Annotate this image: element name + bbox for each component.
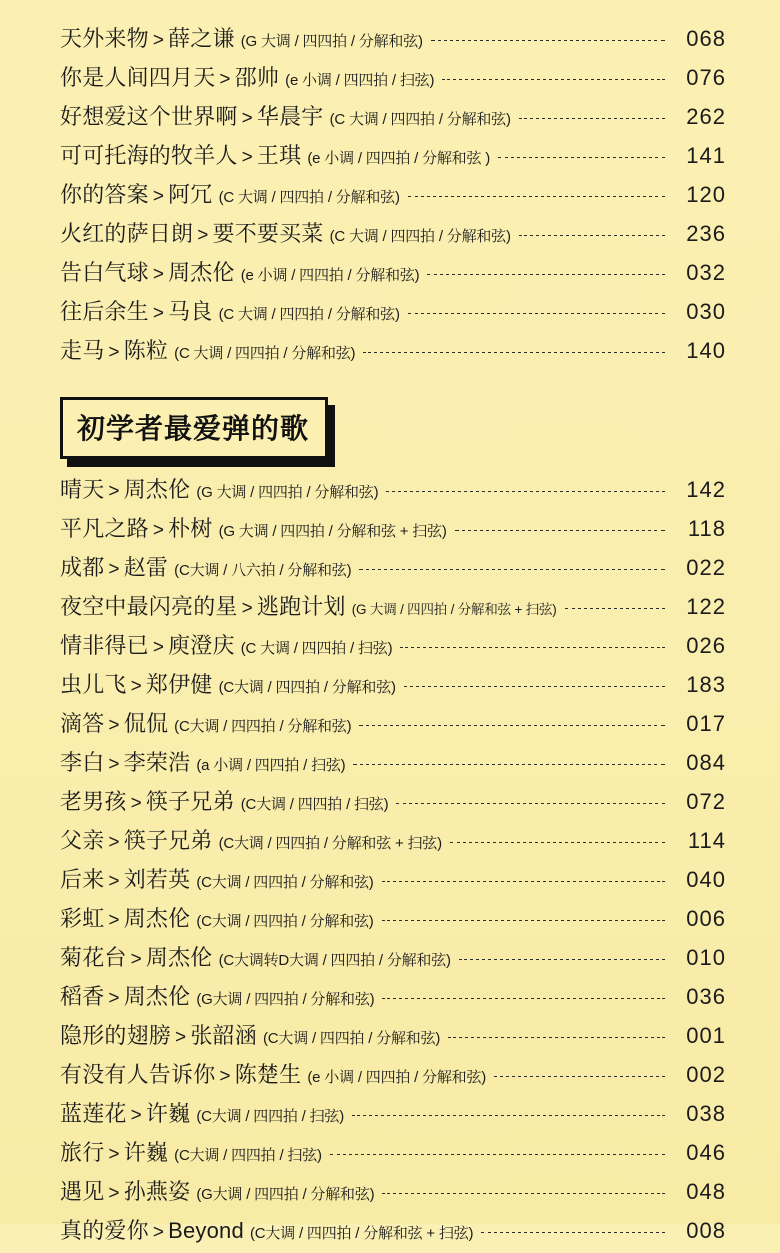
song-title: 滴答 [60, 711, 105, 736]
separator: > [130, 793, 142, 814]
separator: > [197, 225, 209, 246]
toc-entry[interactable] [60, 941, 726, 980]
separator: > [241, 598, 253, 619]
toc-entry-text [60, 629, 392, 660]
song-meta: (C大调转D大调 / 四四拍 / 分解和弦) [218, 952, 451, 969]
separator: > [108, 559, 120, 580]
song-meta: (G 大调 / 四四拍 / 分解和弦) [240, 33, 423, 50]
artist-name: 周杰伦 [123, 906, 191, 931]
toc-entry-text [60, 334, 355, 365]
song-title: 蓝莲花 [60, 1101, 127, 1126]
toc-entry[interactable] [60, 746, 726, 785]
leader-dots [448, 1037, 665, 1038]
leader-dots [519, 118, 665, 119]
toc-entry[interactable] [60, 334, 726, 373]
artist-name: 侃侃 [123, 711, 169, 736]
toc-entry-text [60, 902, 374, 933]
separator: > [152, 1222, 165, 1243]
separator: > [241, 147, 253, 168]
leader-dots [481, 1232, 665, 1233]
song-title: 菊花台 [60, 945, 127, 970]
song-title: 有没有人告诉你 [60, 1062, 216, 1087]
song-meta: (G 大调 / 四四拍 / 分解和弦) [196, 484, 379, 501]
toc-entry[interactable] [60, 590, 726, 629]
artist-name: 周杰伦 [145, 945, 213, 970]
page-number: 114 [687, 828, 726, 853]
toc-entry[interactable] [60, 178, 726, 217]
page-number: 183 [686, 672, 726, 697]
song-meta: (C 大调 / 四四拍 / 扫弦) [240, 640, 393, 657]
toc-entry-text [60, 1019, 440, 1050]
page-number: 036 [686, 984, 726, 1009]
song-meta: (C大调 / 四四拍 / 分解和弦) [196, 913, 374, 930]
page-number: 236 [686, 221, 726, 246]
separator: > [241, 108, 253, 129]
toc-entry[interactable] [60, 902, 726, 941]
leader-dots [352, 1115, 665, 1116]
artist-name: 阿冗 [168, 182, 213, 207]
song-meta: (C大调 / 四四拍 / 分解和弦) [262, 1030, 441, 1047]
page-number: 006 [686, 906, 726, 931]
song-meta: (C大调 / 四四拍 / 扫弦) [196, 1108, 344, 1125]
song-title: 稻香 [60, 984, 105, 1009]
toc-entry-text [60, 139, 490, 170]
toc-section-list [60, 473, 726, 1253]
song-meta: (e 小调 / 四四拍 / 分解和弦) [240, 267, 420, 284]
song-meta: (C 大调 / 四四拍 / 分解和弦) [174, 345, 356, 362]
artist-name: 赵雷 [123, 555, 169, 580]
artist-name: 要不要买菜 [212, 221, 324, 246]
toc-entry-text [60, 1097, 344, 1128]
song-meta: (e 小调 / 四四拍 / 扫弦) [285, 72, 435, 89]
song-title: 晴天 [60, 477, 105, 502]
page-number: 010 [686, 945, 726, 970]
leader-dots [450, 842, 665, 843]
page-number: 040 [686, 867, 726, 892]
artist-name: 马良 [168, 299, 213, 324]
separator: > [108, 342, 120, 363]
toc-entry[interactable] [60, 707, 726, 746]
separator: > [175, 1027, 187, 1048]
leader-dots [400, 647, 665, 648]
song-title: 虫儿飞 [60, 672, 127, 697]
artist-name: 筷子兄弟 [123, 828, 213, 853]
toc-entry-text [60, 178, 400, 209]
page-number: 120 [686, 182, 726, 207]
song-meta: (G 大调 / 四四拍 / 分解和弦 + 扫弦) [351, 602, 557, 617]
song-title: 走马 [60, 338, 105, 363]
toc-entry[interactable] [60, 1097, 726, 1136]
toc-entry-text [60, 295, 400, 326]
leader-dots [408, 196, 665, 197]
song-title: 天外来物 [60, 26, 149, 51]
leader-dots [498, 157, 665, 158]
song-meta: (C 大调 / 四四拍 / 分解和弦) [218, 306, 400, 323]
toc-entry-text [60, 668, 396, 699]
page-number: 072 [686, 789, 726, 814]
artist-name: 华晨宇 [256, 104, 324, 129]
song-title: 平凡之路 [60, 516, 149, 541]
leader-dots [431, 40, 665, 41]
leader-dots [519, 235, 665, 236]
page-number: 076 [686, 65, 726, 90]
leader-dots [382, 998, 665, 999]
page-number: 001 [686, 1023, 726, 1048]
toc-entry[interactable] [60, 668, 726, 707]
toc-entry[interactable] [60, 1214, 726, 1253]
toc-entry-text [60, 746, 345, 777]
page-number: 140 [686, 338, 726, 363]
section-heading-frame [60, 397, 328, 459]
toc-entry-text [60, 941, 451, 972]
leader-dots [494, 1076, 665, 1077]
artist-name: 筷子兄弟 [145, 789, 235, 814]
toc-entry[interactable] [60, 551, 726, 590]
toc-entry-text [60, 1136, 322, 1167]
page-number: 017 [686, 711, 726, 736]
artist-name: 许巍 [123, 1140, 169, 1165]
toc-entry-text [60, 1058, 486, 1089]
separator: > [152, 303, 165, 324]
toc-entry-text [60, 980, 374, 1011]
toc-entry-text [60, 863, 374, 894]
page-number: 048 [686, 1179, 726, 1204]
toc-entry-text [60, 1214, 473, 1245]
artist-name: 周杰伦 [123, 984, 191, 1009]
leader-dots [359, 725, 665, 726]
toc-entry[interactable] [60, 863, 726, 902]
page-number: 038 [686, 1101, 726, 1126]
toc-entry[interactable] [60, 512, 726, 551]
toc-entry-text [60, 256, 419, 287]
toc-entry-text [60, 61, 434, 92]
song-meta: (C大调 / 四四拍 / 分解和弦 + 扫弦) [218, 835, 442, 852]
separator: > [108, 1183, 120, 1204]
separator: > [108, 481, 120, 502]
leader-dots [404, 686, 665, 687]
song-title: 父亲 [60, 828, 105, 853]
leader-dots [382, 881, 665, 882]
page-number: 118 [687, 516, 726, 541]
separator: > [130, 1105, 142, 1126]
page-number: 026 [686, 633, 726, 658]
song-title: 可可托海的牧羊人 [60, 143, 238, 168]
artist-name: 陈粒 [123, 338, 169, 363]
artist-name: 陈楚生 [234, 1062, 302, 1087]
toc-entry[interactable] [60, 256, 726, 295]
toc-entry[interactable] [60, 824, 726, 863]
toc-entry-text [60, 473, 378, 504]
leader-dots [565, 608, 665, 609]
leader-dots [330, 1154, 665, 1155]
leader-dots [359, 569, 665, 570]
toc-entry[interactable] [60, 22, 726, 61]
page-number: 141 [686, 143, 726, 168]
toc-entry-text [60, 22, 423, 53]
toc-entry[interactable] [60, 629, 726, 668]
toc-entry[interactable] [60, 1058, 726, 1097]
song-title: 好想爱这个世界啊 [60, 104, 238, 129]
song-meta: (C大调 / 四四拍 / 扫弦) [240, 796, 389, 813]
artist-name: 庾澄庆 [168, 633, 235, 658]
separator: > [152, 186, 165, 207]
page-number: 030 [686, 299, 726, 324]
page-number: 002 [686, 1062, 726, 1087]
artist-name: 郑伊健 [145, 672, 213, 697]
separator: > [219, 69, 231, 90]
page-number: 262 [686, 104, 726, 129]
toc-entry-text [60, 1175, 374, 1206]
separator: > [108, 1144, 120, 1165]
song-title: 后来 [60, 867, 105, 892]
artist-name: 许巍 [145, 1101, 191, 1126]
song-title: 旅行 [60, 1140, 105, 1165]
leader-dots [382, 1193, 665, 1194]
song-title: 真的爱你 [60, 1218, 149, 1243]
song-title: 你是人间四月天 [60, 65, 216, 90]
toc-content [60, 22, 726, 1253]
song-meta: (G大调 / 四四拍 / 分解和弦) [196, 991, 375, 1008]
song-title: 李白 [60, 750, 105, 775]
toc-entry[interactable] [60, 785, 726, 824]
page-number: 032 [686, 260, 726, 285]
song-meta: (C大调 / 四四拍 / 分解和弦 + 扫弦) [249, 1225, 474, 1242]
artist-name: 薛之谦 [168, 26, 235, 51]
leader-dots [363, 352, 665, 353]
page-number: 046 [686, 1140, 726, 1165]
song-title: 火红的萨日朗 [60, 221, 194, 246]
toc-entry-text [60, 785, 388, 816]
song-meta: (C大调 / 四四拍 / 分解和弦) [174, 718, 352, 735]
leader-dots [427, 274, 665, 275]
leader-dots [455, 530, 665, 531]
song-meta: (G大调 / 四四拍 / 分解和弦) [196, 1186, 375, 1203]
page-number: 142 [686, 477, 726, 502]
toc-entry-text [60, 217, 511, 248]
song-title: 遇见 [60, 1179, 105, 1204]
separator: > [152, 637, 165, 658]
page-number: 122 [686, 594, 726, 619]
toc-entry[interactable] [60, 980, 726, 1019]
page-number: 084 [686, 750, 726, 775]
toc-entry-text [60, 512, 447, 543]
leader-dots [382, 920, 665, 921]
leader-dots [353, 764, 665, 765]
song-title: 老男孩 [60, 789, 127, 814]
toc-entry-text [60, 590, 557, 621]
artist-name: 周杰伦 [168, 260, 235, 285]
toc-section-list [60, 22, 726, 373]
song-title: 成都 [60, 555, 105, 580]
song-meta: (G 大调 / 四四拍 / 分解和弦 + 扫弦) [218, 523, 447, 540]
song-meta: (C 大调 / 四四拍 / 分解和弦) [218, 189, 400, 206]
toc-entry[interactable] [60, 100, 726, 139]
section-heading [60, 397, 328, 459]
song-title: 夜空中最闪亮的星 [60, 594, 238, 619]
song-title: 彩虹 [60, 906, 105, 931]
separator: > [108, 754, 120, 775]
leader-dots [442, 79, 665, 80]
artist-name: 朴树 [168, 516, 213, 541]
artist-name: Beyond [168, 1218, 244, 1243]
leader-dots [396, 803, 665, 804]
leader-dots [408, 313, 665, 314]
separator: > [108, 988, 120, 1009]
separator: > [152, 520, 165, 541]
toc-entry[interactable] [60, 139, 726, 178]
toc-entry[interactable] [60, 1019, 726, 1058]
artist-name: 王琪 [256, 143, 302, 168]
song-meta: (C大调 / 四四拍 / 扫弦) [174, 1147, 322, 1164]
artist-name: 孙燕姿 [123, 1179, 191, 1204]
leader-dots [459, 959, 665, 960]
song-meta: (C 大调 / 四四拍 / 分解和弦) [329, 111, 511, 128]
separator: > [108, 910, 120, 931]
song-meta: (a 小调 / 四四拍 / 扫弦) [196, 757, 346, 774]
separator: > [108, 715, 120, 736]
page-number: 008 [686, 1218, 726, 1243]
page-number: 022 [686, 555, 726, 580]
artist-name: 张韶涵 [190, 1023, 257, 1048]
separator: > [130, 949, 142, 970]
separator: > [108, 871, 120, 892]
song-title: 告白气球 [60, 260, 149, 285]
artist-name: 逃跑计划 [256, 594, 346, 619]
separator: > [108, 832, 120, 853]
song-meta: (e 小调 / 四四拍 / 分解和弦 ) [307, 150, 491, 167]
artist-name: 周杰伦 [123, 477, 191, 502]
toc-entry[interactable] [60, 1175, 726, 1214]
song-meta: (C大调 / 四四拍 / 分解和弦) [218, 679, 396, 696]
separator: > [152, 30, 165, 51]
song-meta: (C大调 / 八六拍 / 分解和弦) [174, 562, 352, 579]
song-meta: (C大调 / 四四拍 / 分解和弦) [196, 874, 374, 891]
song-title: 你的答案 [60, 182, 149, 207]
toc-entry-text [60, 707, 351, 738]
separator: > [130, 676, 142, 697]
toc-entry[interactable] [60, 295, 726, 334]
song-title: 隐形的翅膀 [60, 1023, 172, 1048]
toc-entry[interactable] [60, 473, 726, 512]
song-title: 往后余生 [60, 299, 149, 324]
toc-entry[interactable] [60, 217, 726, 256]
separator: > [219, 1066, 231, 1087]
artist-name: 刘若英 [123, 867, 191, 892]
song-meta: (C 大调 / 四四拍 / 分解和弦) [329, 228, 511, 245]
separator: > [152, 264, 165, 285]
toc-entry[interactable] [60, 1136, 726, 1175]
toc-entry[interactable] [60, 61, 726, 100]
section-heading-label: 初学者最爱弹的歌 [60, 397, 328, 459]
page-number: 068 [686, 26, 726, 51]
toc-entry-text [60, 824, 442, 855]
toc-entry-text [60, 100, 511, 131]
toc-entry-text [60, 551, 351, 582]
song-meta: (e 小调 / 四四拍 / 分解和弦) [307, 1069, 487, 1086]
artist-name: 李荣浩 [123, 750, 191, 775]
song-title: 情非得已 [60, 633, 149, 658]
leader-dots [386, 491, 665, 492]
artist-name: 邵帅 [234, 65, 280, 90]
